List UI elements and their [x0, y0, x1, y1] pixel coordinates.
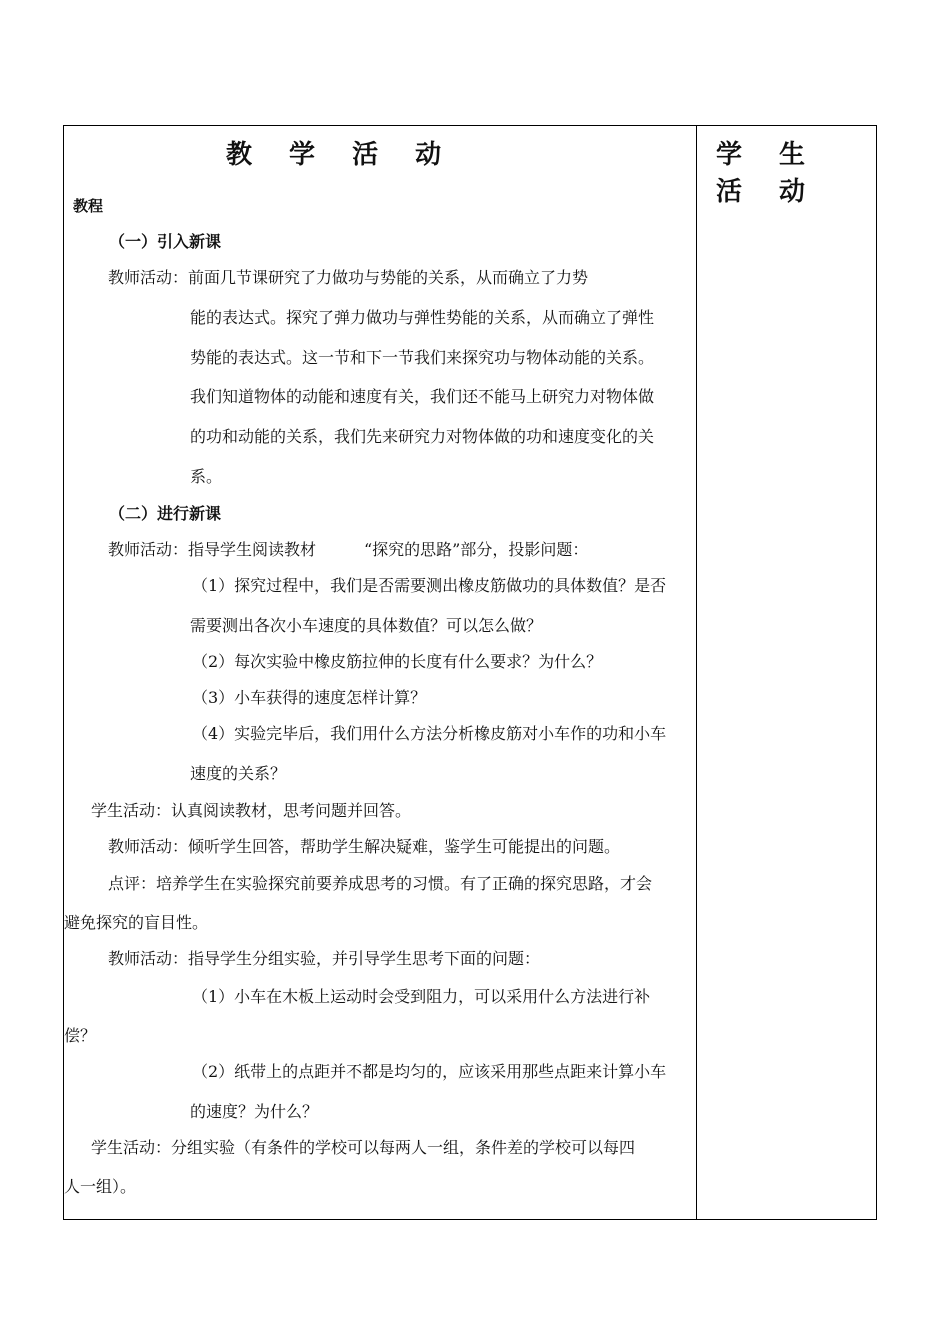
process-label: 教程 [73, 197, 104, 215]
paragraph-line: 我们知道物体的动能和速度有关，我们还不能马上研究力对物体做 [190, 387, 655, 406]
question-line: 偿？ [64, 1026, 97, 1045]
teacher-activity-line: 教师活动：指导学生分组实验，并引导学生思考下面的问题： [108, 949, 541, 968]
lesson-table [63, 125, 877, 1220]
question-line: （4）实验完毕后，我们用什么方法分析橡皮筋对小车作的功和小车 [192, 724, 667, 743]
student-activity-line: 学生活动：分组实验（有条件的学校可以每两人一组，条件差的学校可以每四 [91, 1138, 636, 1157]
question-line: （1）探究过程中，我们是否需要测出橡皮筋做功的具体数值？是否 [192, 576, 667, 595]
student-activity-line: 人一组）。 [64, 1177, 137, 1196]
question-line: （2）每次实验中橡皮筋拉伸的长度有什么要求？为什么？ [192, 652, 603, 671]
paragraph-line: 系。 [190, 467, 223, 486]
comment-line: 点评：培养学生在实验探究前要养成思考的习惯。有了正确的探究思路，才会 [108, 874, 653, 893]
student-activity-line: 学生活动：认真阅读教材，思考问题并回答。 [91, 801, 412, 820]
section-title-intro: （一）引入新课 [109, 232, 222, 251]
question-line: 速度的关系？ [190, 764, 287, 783]
paragraph-line: 势能的表达式。这一节和下一节我们来探究功与物体动能的关系。 [190, 348, 655, 367]
teaching-activity-header: 教 学 活 动 [226, 140, 456, 170]
teacher-activity-line: 教师活动：倾听学生回答，帮助学生解决疑难，鉴学生可能提出的问题。 [108, 837, 621, 856]
column-divider [696, 126, 697, 1219]
paragraph-line: 能的表达式。探究了弹力做功与弹性势能的关系，从而确立了弹性 [190, 308, 655, 327]
paragraph-line: 教师活动：指导学生阅读教材 “探究的思路”部分，投影问题： [108, 540, 589, 559]
question-line: （2）纸带上的点距并不都是均匀的，应该采用那些点距来计算小车 [192, 1062, 667, 1081]
student-activity-header: 学 生 活 动 [716, 140, 820, 207]
question-line: （3）小车获得的速度怎样计算？ [192, 688, 427, 707]
question-line: （1）小车在木板上运动时会受到阻力，可以采用什么方法进行补 [192, 987, 651, 1006]
section-title-new: （二）进行新课 [109, 504, 222, 523]
paragraph-line: 的功和动能的关系，我们先来研究力对物体做的功和速度变化的关 [190, 427, 655, 446]
question-line: 的速度？为什么？ [190, 1102, 319, 1121]
comment-line: 避免探究的盲目性。 [64, 913, 209, 932]
question-line: 需要测出各次小车速度的具体数值？可以怎么做？ [190, 616, 543, 635]
paragraph-line: 教师活动：前面几节课研究了力做功与势能的关系，从而确立了力势 [108, 268, 589, 287]
